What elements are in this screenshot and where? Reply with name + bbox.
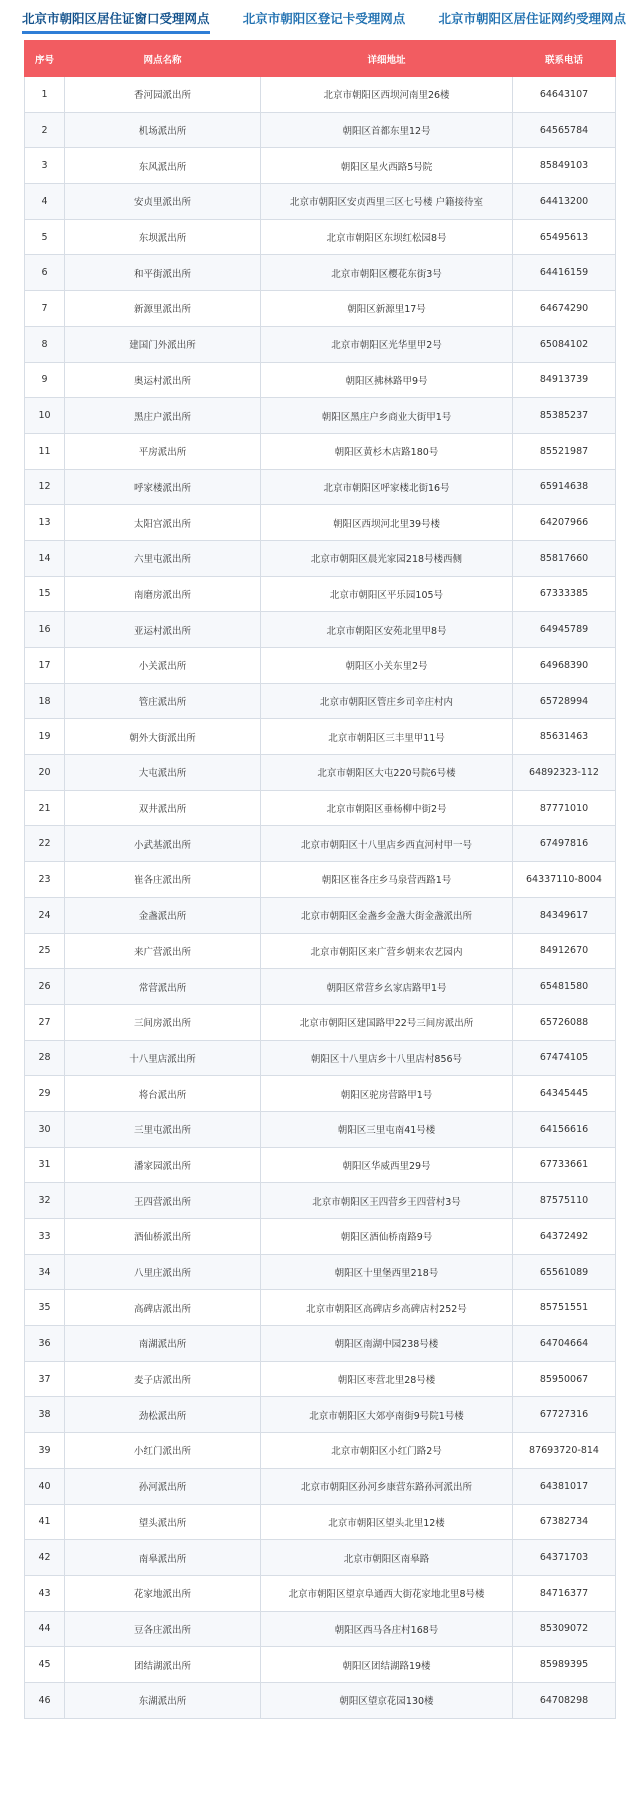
table-row [25, 1575, 616, 1611]
cell-index: 12 [25, 469, 65, 505]
cell-phone: 85521987 [513, 433, 616, 469]
cell-name: 南湖派出所 [65, 1326, 261, 1362]
cell-name: 平房派出所 [65, 433, 261, 469]
table-row [25, 576, 616, 612]
cell-phone: 67382734 [513, 1504, 616, 1540]
cell-name: 安贞里派出所 [65, 184, 261, 220]
cell-address: 朝阳区崔各庄乡马泉营西路1号 [261, 862, 513, 898]
cell-index: 14 [25, 540, 65, 576]
cell-name: 十八里店派出所 [65, 1040, 261, 1076]
cell-address: 朝阳区团结湖路19楼 [261, 1647, 513, 1683]
cell-phone: 85817660 [513, 540, 616, 576]
cell-index: 2 [25, 112, 65, 148]
cell-name: 望头派出所 [65, 1504, 261, 1540]
cell-index: 28 [25, 1040, 65, 1076]
cell-name: 团结湖派出所 [65, 1647, 261, 1683]
cell-address: 朝阳区十八里店乡十八里店村856号 [261, 1040, 513, 1076]
cell-index: 29 [25, 1076, 65, 1112]
cell-phone: 64892323-112 [513, 755, 616, 791]
cell-address: 朝阳区十里堡西里218号 [261, 1254, 513, 1290]
cell-address: 北京市朝阳区光华里甲2号 [261, 326, 513, 362]
table-row [25, 1326, 616, 1362]
cell-phone: 64968390 [513, 648, 616, 684]
cell-index: 9 [25, 362, 65, 398]
table-row [25, 1540, 616, 1576]
cell-name: 亚运村派出所 [65, 612, 261, 648]
cell-name: 大屯派出所 [65, 755, 261, 791]
cell-name: 常营派出所 [65, 969, 261, 1005]
cell-index: 32 [25, 1183, 65, 1219]
cell-name: 黑庄户派出所 [65, 398, 261, 434]
cell-address: 北京市朝阳区安贞西里三区七号楼 户籍接待室 [261, 184, 513, 220]
cell-phone: 85631463 [513, 719, 616, 755]
cell-index: 38 [25, 1397, 65, 1433]
cell-name: 八里庄派出所 [65, 1254, 261, 1290]
table-row [25, 398, 616, 434]
cell-phone: 84716377 [513, 1575, 616, 1611]
cell-index: 46 [25, 1682, 65, 1718]
cell-phone: 64704664 [513, 1326, 616, 1362]
cell-phone: 87693720-814 [513, 1433, 616, 1469]
cell-address: 北京市朝阳区呼家楼北街16号 [261, 469, 513, 505]
cell-address: 北京市朝阳区西坝河南里26楼 [261, 77, 513, 113]
cell-address: 朝阳区驼房营路甲1号 [261, 1076, 513, 1112]
cell-address: 朝阳区新源里17号 [261, 291, 513, 327]
cell-name: 孙河派出所 [65, 1468, 261, 1504]
cell-name: 崔各庄派出所 [65, 862, 261, 898]
cell-index: 35 [25, 1290, 65, 1326]
table-row [25, 790, 616, 826]
cell-address: 朝阳区黄杉木店路180号 [261, 433, 513, 469]
cell-phone: 67733661 [513, 1147, 616, 1183]
cell-name: 高碑店派出所 [65, 1290, 261, 1326]
locations-table-wrapper [24, 40, 615, 1719]
cell-phone: 85385237 [513, 398, 616, 434]
cell-index: 33 [25, 1219, 65, 1255]
cell-index: 31 [25, 1147, 65, 1183]
cell-index: 21 [25, 790, 65, 826]
cell-name: 潘家园派出所 [65, 1147, 261, 1183]
table-row [25, 648, 616, 684]
cell-phone: 64708298 [513, 1682, 616, 1718]
table-row [25, 1254, 616, 1290]
table-row [25, 1147, 616, 1183]
cell-address: 朝阳区南湖中园238号楼 [261, 1326, 513, 1362]
cell-name: 将台派出所 [65, 1076, 261, 1112]
table-header-row [25, 41, 616, 77]
header-address: 详细地址 [261, 41, 513, 77]
cell-name: 东坝派出所 [65, 219, 261, 255]
cell-phone: 64337110-8004 [513, 862, 616, 898]
cell-name: 酒仙桥派出所 [65, 1219, 261, 1255]
cell-address: 北京市朝阳区樱花东街3号 [261, 255, 513, 291]
cell-phone: 87771010 [513, 790, 616, 826]
cell-phone: 67474105 [513, 1040, 616, 1076]
cell-address: 北京市朝阳区金盏乡金盏大街金盏派出所 [261, 897, 513, 933]
table-row [25, 1004, 616, 1040]
cell-address: 北京市朝阳区望京阜通西大街花家地北里8号楼 [261, 1575, 513, 1611]
table-row [25, 826, 616, 862]
cell-phone: 67497816 [513, 826, 616, 862]
cell-phone: 85849103 [513, 148, 616, 184]
cell-address: 朝阳区酒仙桥南路9号 [261, 1219, 513, 1255]
cell-name: 奥运村派出所 [65, 362, 261, 398]
cell-phone: 64371703 [513, 1540, 616, 1576]
cell-index: 34 [25, 1254, 65, 1290]
table-row [25, 1290, 616, 1326]
table-row [25, 362, 616, 398]
cell-address: 北京市朝阳区晨光家园218号楼西侧 [261, 540, 513, 576]
cell-index: 5 [25, 219, 65, 255]
cell-index: 36 [25, 1326, 65, 1362]
cell-address: 朝阳区常营乡幺家店路甲1号 [261, 969, 513, 1005]
cell-index: 15 [25, 576, 65, 612]
cell-index: 40 [25, 1468, 65, 1504]
cell-name: 小红门派出所 [65, 1433, 261, 1469]
cell-index: 10 [25, 398, 65, 434]
cell-address: 北京市朝阳区小红门路2号 [261, 1433, 513, 1469]
cell-phone: 64945789 [513, 612, 616, 648]
cell-index: 7 [25, 291, 65, 327]
cell-phone: 65495613 [513, 219, 616, 255]
cell-name: 花家地派出所 [65, 1575, 261, 1611]
cell-phone: 64565784 [513, 112, 616, 148]
cell-index: 6 [25, 255, 65, 291]
cell-index: 41 [25, 1504, 65, 1540]
cell-phone: 65726088 [513, 1004, 616, 1040]
cell-name: 小关派出所 [65, 648, 261, 684]
cell-index: 44 [25, 1611, 65, 1647]
cell-phone: 85989395 [513, 1647, 616, 1683]
table-row [25, 1219, 616, 1255]
header-phone: 联系电话 [513, 41, 616, 77]
cell-index: 42 [25, 1540, 65, 1576]
table-row [25, 1076, 616, 1112]
cell-name: 香河园派出所 [65, 77, 261, 113]
cell-phone: 64372492 [513, 1219, 616, 1255]
table-row [25, 719, 616, 755]
cell-index: 30 [25, 1111, 65, 1147]
cell-address: 北京市朝阳区平乐园105号 [261, 576, 513, 612]
table-row [25, 326, 616, 362]
cell-address: 朝阳区望京花园130楼 [261, 1682, 513, 1718]
cell-address: 朝阳区小关东里2号 [261, 648, 513, 684]
table-row [25, 1647, 616, 1683]
cell-name: 麦子店派出所 [65, 1361, 261, 1397]
cell-phone: 84913739 [513, 362, 616, 398]
cell-index: 26 [25, 969, 65, 1005]
cell-index: 1 [25, 77, 65, 113]
cell-name: 豆各庄派出所 [65, 1611, 261, 1647]
table-row [25, 112, 616, 148]
cell-index: 13 [25, 505, 65, 541]
cell-address: 北京市朝阳区大屯220号院6号楼 [261, 755, 513, 791]
table-row [25, 255, 616, 291]
table-body [25, 77, 616, 1719]
cell-address: 北京市朝阳区高碑店乡高碑店村252号 [261, 1290, 513, 1326]
cell-address: 北京市朝阳区孙河乡康营东路孙河派出所 [261, 1468, 513, 1504]
table-row [25, 755, 616, 791]
cell-phone: 87575110 [513, 1183, 616, 1219]
cell-address: 朝阳区首都东里12号 [261, 112, 513, 148]
cell-phone: 64416159 [513, 255, 616, 291]
cell-index: 19 [25, 719, 65, 755]
table-row [25, 1040, 616, 1076]
cell-address: 朝阳区西坝河北里39号楼 [261, 505, 513, 541]
cell-phone: 65914638 [513, 469, 616, 505]
table-row [25, 1111, 616, 1147]
cell-index: 25 [25, 933, 65, 969]
cell-address: 北京市朝阳区来广营乡朝来农艺园内 [261, 933, 513, 969]
cell-index: 4 [25, 184, 65, 220]
cell-address: 北京市朝阳区管庄乡司辛庄村内 [261, 683, 513, 719]
cell-phone: 85950067 [513, 1361, 616, 1397]
cell-phone: 64643107 [513, 77, 616, 113]
cell-index: 8 [25, 326, 65, 362]
table-row [25, 897, 616, 933]
cell-phone: 64381017 [513, 1468, 616, 1504]
cell-index: 18 [25, 683, 65, 719]
cell-name: 双井派出所 [65, 790, 261, 826]
table-row [25, 148, 616, 184]
cell-phone: 64674290 [513, 291, 616, 327]
cell-name: 三里屯派出所 [65, 1111, 261, 1147]
cell-index: 17 [25, 648, 65, 684]
cell-name: 三间房派出所 [65, 1004, 261, 1040]
cell-name: 太阳宫派出所 [65, 505, 261, 541]
cell-name: 小武基派出所 [65, 826, 261, 862]
table-row [25, 1433, 616, 1469]
cell-name: 建国门外派出所 [65, 326, 261, 362]
cell-index: 22 [25, 826, 65, 862]
cell-index: 43 [25, 1575, 65, 1611]
cell-name: 南磨房派出所 [65, 576, 261, 612]
cell-address: 北京市朝阳区十八里店乡西直河村甲一号 [261, 826, 513, 862]
cell-index: 37 [25, 1361, 65, 1397]
tab-bar [0, 0, 640, 36]
cell-name: 金盏派出所 [65, 897, 261, 933]
cell-name: 管庄派出所 [65, 683, 261, 719]
cell-address: 朝阳区拂林路甲9号 [261, 362, 513, 398]
cell-address: 北京市朝阳区三丰里甲11号 [261, 719, 513, 755]
tab-residence-permit-window[interactable]: 北京市朝阳区居住证窗口受理网点 [22, 0, 210, 36]
cell-name: 王四营派出所 [65, 1183, 261, 1219]
cell-phone: 67727316 [513, 1397, 616, 1433]
cell-address: 北京市朝阳区大郊亭南街9号院1号楼 [261, 1397, 513, 1433]
cell-index: 23 [25, 862, 65, 898]
header-name: 网点名称 [65, 41, 261, 77]
cell-phone: 85751551 [513, 1290, 616, 1326]
cell-phone: 65728994 [513, 683, 616, 719]
table-row [25, 433, 616, 469]
cell-address: 朝阳区黑庄户乡商业大街甲1号 [261, 398, 513, 434]
table-row [25, 77, 616, 113]
table-row [25, 219, 616, 255]
table-row [25, 1361, 616, 1397]
cell-phone: 64345445 [513, 1076, 616, 1112]
cell-address: 北京市朝阳区安苑北里甲8号 [261, 612, 513, 648]
cell-address: 朝阳区星火西路5号院 [261, 148, 513, 184]
table-row [25, 933, 616, 969]
table-row [25, 291, 616, 327]
cell-phone: 65084102 [513, 326, 616, 362]
cell-index: 24 [25, 897, 65, 933]
cell-name: 来广营派出所 [65, 933, 261, 969]
cell-phone: 84349617 [513, 897, 616, 933]
cell-phone: 85309072 [513, 1611, 616, 1647]
cell-index: 20 [25, 755, 65, 791]
cell-phone: 64413200 [513, 184, 616, 220]
cell-index: 3 [25, 148, 65, 184]
cell-phone: 64207966 [513, 505, 616, 541]
cell-name: 劲松派出所 [65, 1397, 261, 1433]
cell-phone: 65481580 [513, 969, 616, 1005]
cell-address: 北京市朝阳区建国路甲22号三间房派出所 [261, 1004, 513, 1040]
table-row [25, 184, 616, 220]
table-row [25, 862, 616, 898]
table-row [25, 1682, 616, 1718]
cell-name: 和平街派出所 [65, 255, 261, 291]
cell-index: 11 [25, 433, 65, 469]
table-row [25, 540, 616, 576]
table-row [25, 1611, 616, 1647]
cell-name: 呼家楼派出所 [65, 469, 261, 505]
cell-address: 朝阳区三里屯南41号楼 [261, 1111, 513, 1147]
table-row [25, 969, 616, 1005]
cell-name: 朝外大街派出所 [65, 719, 261, 755]
cell-index: 39 [25, 1433, 65, 1469]
cell-address: 朝阳区华威西里29号 [261, 1147, 513, 1183]
tab-residence-permit-online[interactable]: 北京市朝阳区居住证网约受理网点 [438, 11, 626, 26]
cell-name: 机场派出所 [65, 112, 261, 148]
cell-name: 南皋派出所 [65, 1540, 261, 1576]
cell-index: 16 [25, 612, 65, 648]
table-row [25, 1397, 616, 1433]
table-row [25, 683, 616, 719]
table-row [25, 469, 616, 505]
cell-address: 北京市朝阳区王四营乡王四营村3号 [261, 1183, 513, 1219]
cell-name: 新源里派出所 [65, 291, 261, 327]
cell-address: 北京市朝阳区垂杨柳中街2号 [261, 790, 513, 826]
table-row [25, 505, 616, 541]
locations-table [24, 40, 616, 1719]
cell-phone: 64156616 [513, 1111, 616, 1147]
cell-address: 北京市朝阳区望头北里12楼 [261, 1504, 513, 1540]
cell-address: 朝阳区西马各庄村168号 [261, 1611, 513, 1647]
table-row [25, 1183, 616, 1219]
cell-name: 东湖派出所 [65, 1682, 261, 1718]
cell-phone: 84912670 [513, 933, 616, 969]
cell-address: 北京市朝阳区南皋路 [261, 1540, 513, 1576]
cell-name: 六里屯派出所 [65, 540, 261, 576]
tab-registration-card[interactable]: 北京市朝阳区登记卡受理网点 [242, 11, 406, 26]
table-row [25, 1468, 616, 1504]
header-index: 序号 [25, 41, 65, 77]
table-row [25, 1504, 616, 1540]
cell-index: 27 [25, 1004, 65, 1040]
cell-index: 45 [25, 1647, 65, 1683]
cell-address: 北京市朝阳区东坝红松园8号 [261, 219, 513, 255]
cell-phone: 67333385 [513, 576, 616, 612]
cell-name: 东风派出所 [65, 148, 261, 184]
cell-phone: 65561089 [513, 1254, 616, 1290]
table-row [25, 612, 616, 648]
cell-address: 朝阳区枣营北里28号楼 [261, 1361, 513, 1397]
